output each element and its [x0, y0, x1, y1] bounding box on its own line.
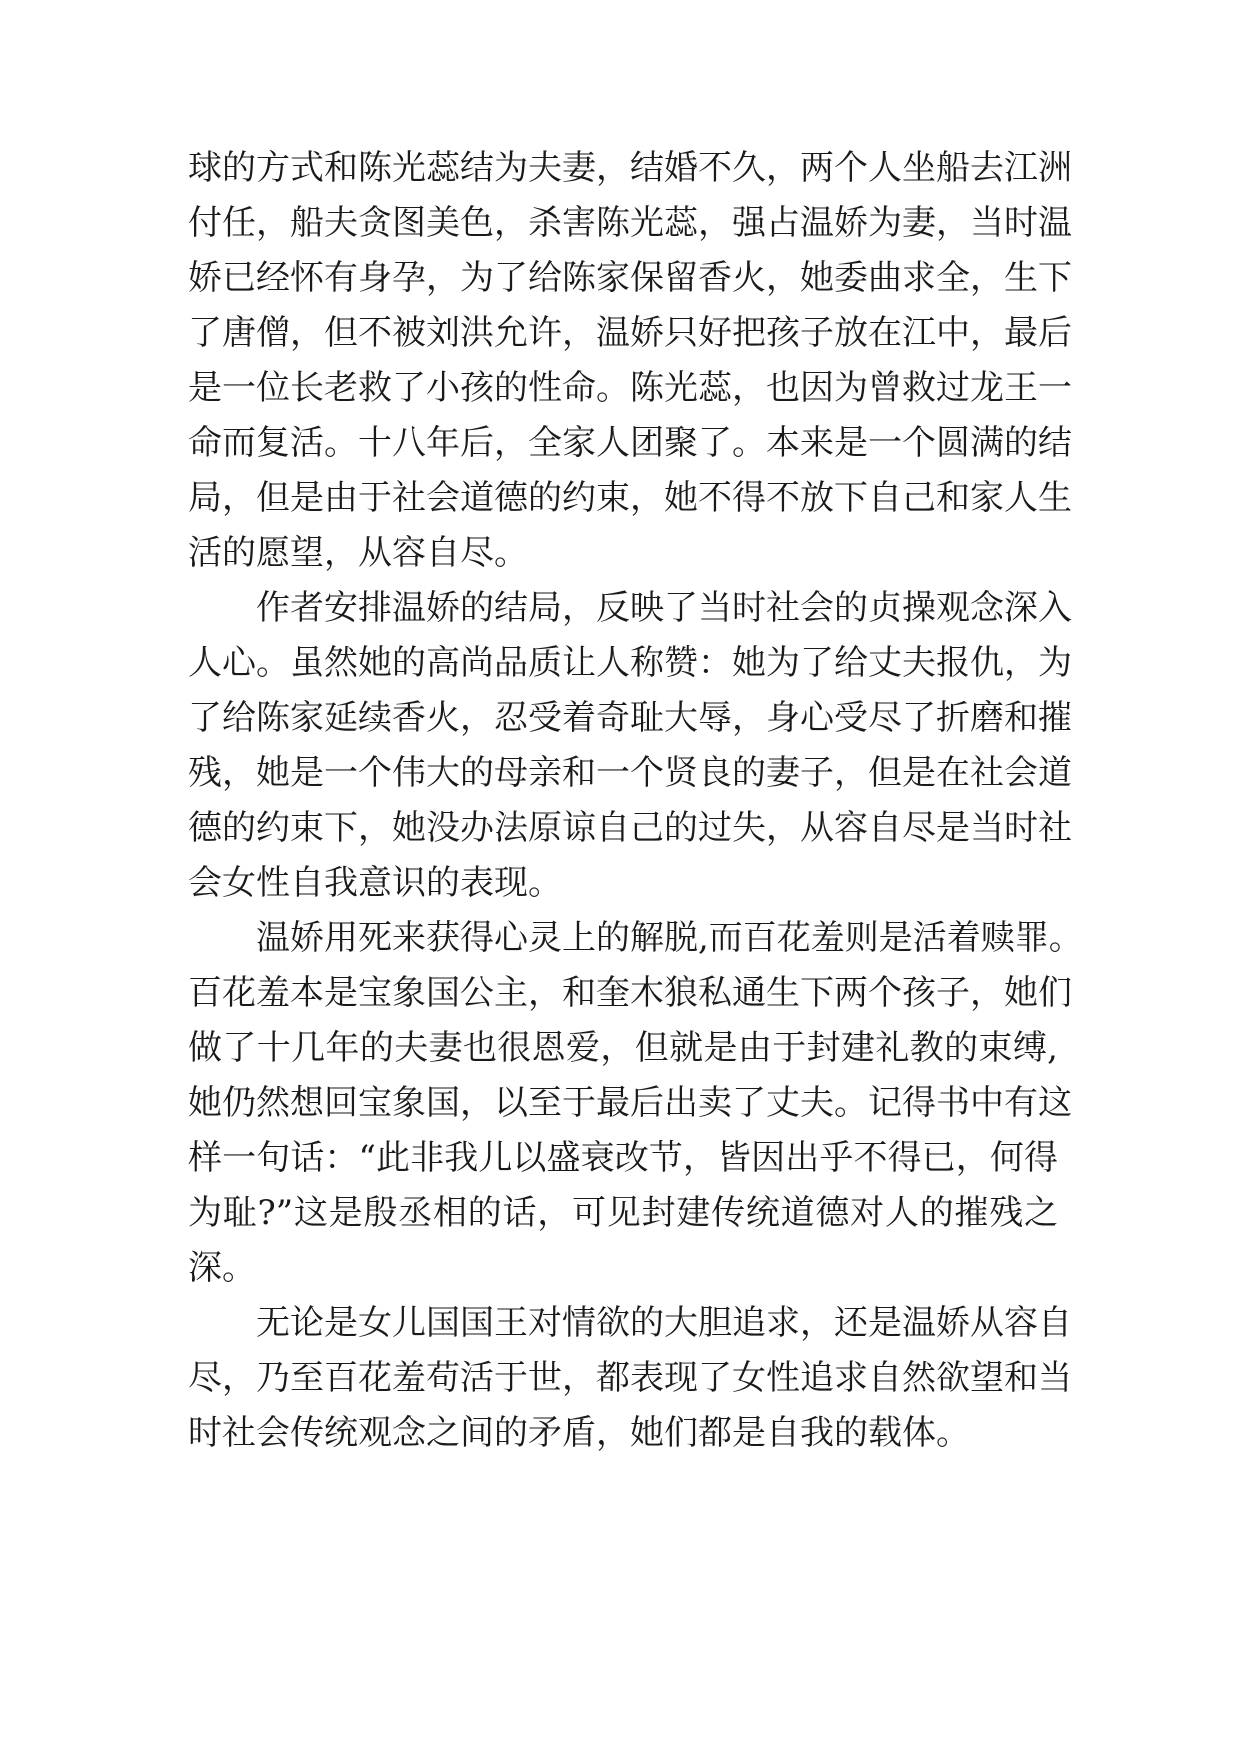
text-line: 为耻?”这是殷丞相的话，可见封建传统道德对人的摧残之	[188, 1193, 1058, 1233]
text-line: 命而复活。十八年后，全家人团聚了。本来是一个圆满的结	[188, 423, 1072, 463]
text-line: 时社会传统观念之间的矛盾，她们都是自我的载体。	[188, 1413, 970, 1453]
text-line: 残，她是一个伟大的母亲和一个贤良的妻子，但是在社会道	[188, 753, 1072, 793]
text-line: 娇已经怀有身孕，为了给陈家保留香火，她委曲求全，生下	[188, 258, 1072, 298]
paragraph-first-line: 无论是女儿国国王对情欲的大胆追求，还是温娇从容自	[256, 1303, 1072, 1343]
text-line: 会女性自我意识的表现。	[188, 863, 562, 903]
text-line: 百花羞本是宝象国公主，和奎木狼私通生下两个孩子，她们	[188, 973, 1072, 1013]
text-line: 球的方式和陈光蕊结为夫妻，结婚不久，两个人坐船去江洲	[188, 148, 1072, 188]
paragraph-first-line: 作者安排温娇的结局，反映了当时社会的贞操观念深入	[256, 588, 1072, 628]
text-line: 付任，船夫贪图美色，杀害陈光蕊，强占温娇为妻，当时温	[188, 203, 1072, 243]
text-line: 是一位长老救了小孩的性命。陈光蕊，也因为曾救过龙王一	[188, 368, 1072, 408]
text-line: 深。	[188, 1248, 256, 1288]
text-line: 她仍然想回宝象国，以至于最后出卖了丈夫。记得书中有这	[188, 1083, 1072, 1123]
text-line: 人心。虽然她的高尚品质让人称赞：她为了给丈夫报仇，为	[188, 643, 1072, 683]
text-line: 局，但是由于社会道德的约束，她不得不放下自己和家人生	[188, 478, 1072, 518]
text-line: 活的愿望，从容自尽。	[188, 533, 528, 573]
text-line: 了给陈家延续香火，忍受着奇耻大辱，身心受尽了折磨和摧	[188, 698, 1072, 738]
text-line: 了唐僧，但不被刘洪允许，温娇只好把孩子放在江中，最后	[188, 313, 1072, 353]
paragraph-first-line: 温娇用死来获得心灵上的解脱,而百花羞则是活着赎罪。	[256, 918, 1083, 958]
text-line: 做了十几年的夫妻也很恩爱，但就是由于封建礼教的束缚,	[188, 1028, 1058, 1068]
text-line: 样一句话：“此非我儿以盛衰改节，皆因出乎不得已，何得	[188, 1138, 1058, 1178]
text-line: 尽，乃至百花羞苟活于世，都表现了女性追求自然欲望和当	[188, 1358, 1072, 1398]
text-line: 德的约束下，她没办法原谅自己的过失，从容自尽是当时社	[188, 808, 1072, 848]
